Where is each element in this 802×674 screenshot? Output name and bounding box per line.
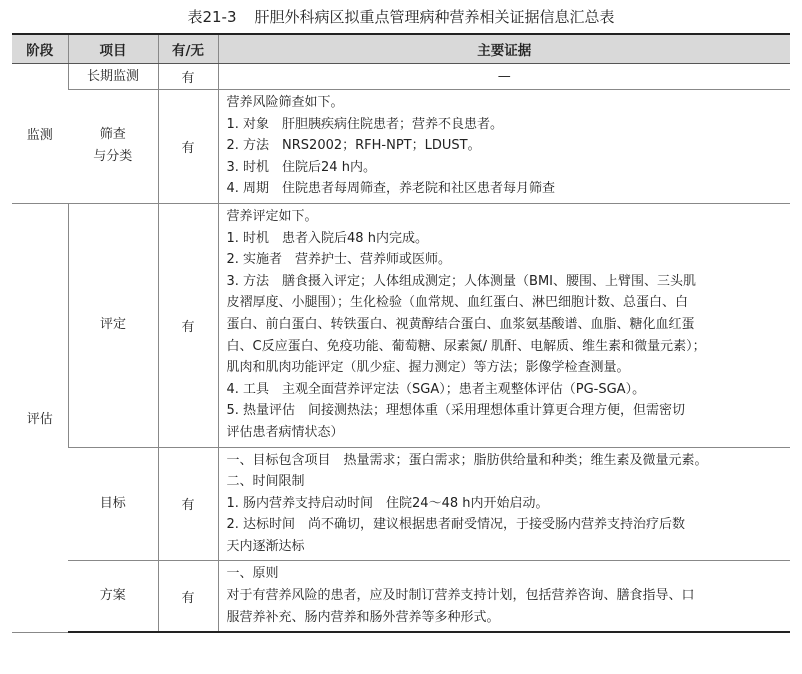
has-cell: 有 — [158, 447, 218, 561]
evidence-cell — [218, 203, 790, 447]
item-label: 评定 — [99, 317, 126, 333]
phase-cell: 评估 — [12, 203, 68, 632]
evidence-line: 2. 方法 NRS2002；RFH-NPT；LDUST。 — [226, 138, 481, 154]
evidence-line: 2. 达标时间 尚不确切，建议根据患者耐受情况，于接受肠内营养支持治疗后数 — [226, 517, 686, 533]
table-row — [12, 561, 790, 632]
evidence-line: 肌肉和肌肉功能评定（肌少症、握力测定）等方法；影像学检查测量。 — [226, 360, 630, 376]
has-cell: 有 — [158, 561, 218, 632]
evidence-line: 皮褶厚度、小腿围）；生化检验（血常规、血红蛋白、淋巴细胞计数、总蛋白、白 — [226, 295, 689, 311]
has-cell: 有 — [158, 64, 218, 90]
item-cell — [68, 561, 158, 632]
has-cell: 有 — [158, 203, 218, 447]
evidence-line: 蛋白、前白蛋白、转铁蛋白、视黄醇结合蛋白、血浆氨基酸谱、血脂、糖化血红蛋 — [226, 316, 695, 332]
evidence-line: 3. 方法 膳食摄入评定；人体组成测定；人体测量（BMI、腰围、上臂围、三头肌 — [226, 273, 697, 289]
evidence-line: 白、C反应蛋白、免疫功能、葡萄糖、尿素氮/ 肌酐、电解质、维生素和微量元素）； — [226, 338, 706, 354]
item-cell — [68, 447, 158, 561]
evidence-cell — [218, 90, 790, 204]
phase-cell: 监测 — [12, 64, 68, 204]
evidence-line: 营养风险筛查如下。 — [226, 95, 344, 110]
table-caption — [0, 7, 802, 27]
table-number: 表21-3 — [187, 8, 237, 26]
evidence-line: 1. 对象 肝胆胰疾病住院患者；营养不良患者。 — [226, 116, 504, 132]
item-label: 目标 — [99, 495, 126, 511]
header-phase: 阶段 — [12, 34, 68, 64]
evidence-table — [12, 33, 790, 633]
evidence-line: 服营养补充、肠内营养和肠外营养等多种形式。 — [226, 609, 500, 625]
header-row — [12, 34, 790, 64]
item-label: 方案 — [99, 588, 126, 604]
evidence-cell — [218, 561, 790, 632]
evidence-cell: — — [218, 64, 790, 90]
has-cell: 有 — [158, 90, 218, 204]
evidence-line: 1. 时机 患者入院后48 h内完成。 — [226, 230, 428, 246]
item-cell — [68, 203, 158, 447]
header-item: 项目 — [68, 34, 158, 64]
table-row — [12, 90, 790, 204]
evidence-line: 4. 工具 主观全面营养评定法（SGA）；患者主观整体评估（PG-SGA）。 — [226, 381, 646, 397]
evidence-line: 一、目标包含项目 热量需求；蛋白需求；脂肪供给量和种类；维生素及微量元素。 — [226, 452, 708, 468]
evidence-line: 4. 周期 住院患者每周筛查，养老院和社区患者每月筛查 — [226, 181, 556, 197]
item-label: 长期监测 — [86, 68, 139, 84]
evidence-line: 一、原则 — [226, 566, 279, 582]
header-has: 有/无 — [158, 34, 218, 64]
header-evidence: 主要证据 — [218, 34, 790, 64]
evidence-line: 评估患者病情状态） — [226, 424, 344, 440]
item-cell — [68, 64, 158, 90]
evidence-cell — [218, 447, 790, 561]
table-row — [12, 447, 790, 561]
evidence-line: 2. 实施者 营养护士、营养师或医师。 — [226, 252, 452, 268]
evidence-line: 5. 热量评估 间接测热法；理想体重（采用理想体重计算更合理方便，但需密切 — [226, 403, 686, 419]
evidence-line: 3. 时机 住院后24 h内。 — [226, 159, 376, 175]
evidence-line: 1. 肠内营养支持启动时间 住院24～48 h内开始启动。 — [226, 495, 549, 511]
evidence-line: 营养评定如下。 — [226, 208, 318, 224]
item-cell — [68, 90, 158, 204]
table-row — [12, 64, 790, 90]
evidence-line: 天内逐渐达标 — [226, 538, 305, 554]
item-label: 与分类 — [93, 149, 133, 165]
item-label: 筛查 — [99, 127, 126, 143]
table-title: 肝胆外科病区拟重点管理病种营养相关证据信息汇总表 — [254, 8, 615, 26]
table-row — [12, 203, 790, 447]
evidence-line: 对于有营养风险的患者，应及时制订营养支持计划，包括营养咨询、膳食指导、口 — [226, 588, 695, 604]
evidence-line: 二、时间限制 — [226, 474, 305, 490]
